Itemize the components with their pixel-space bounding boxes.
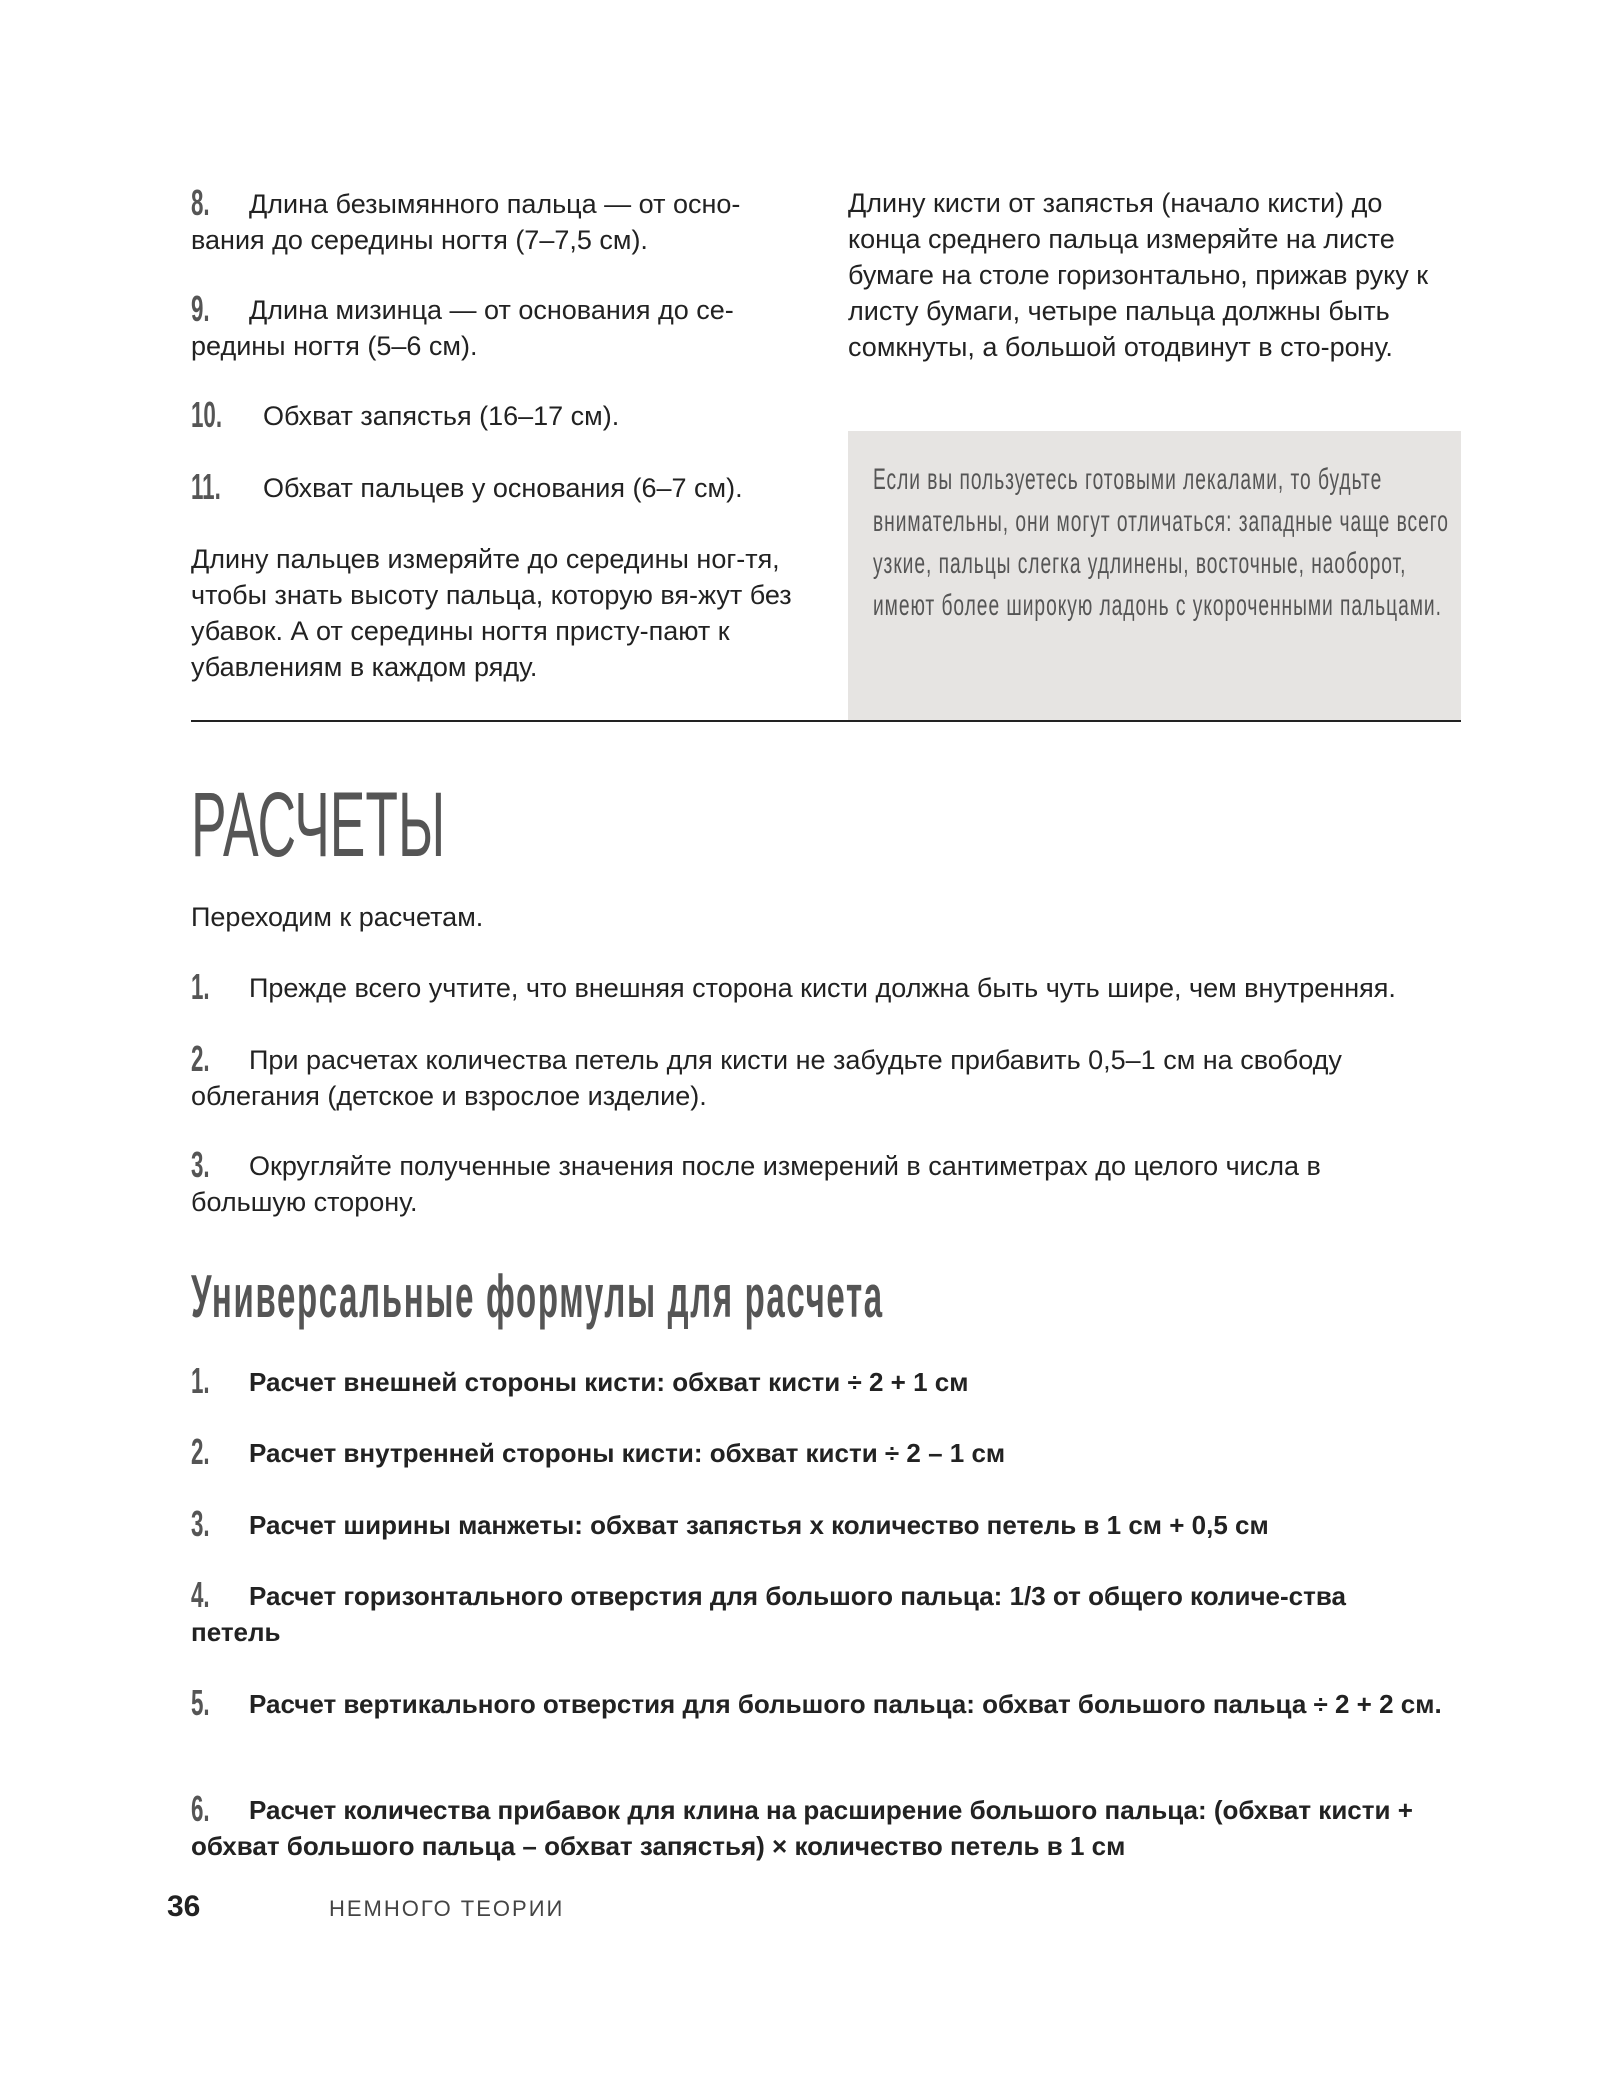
note-box [848, 431, 1461, 721]
paragraph: Длину пальцев измеряйте до середины ног-тя, чтобы знать высоту пальца, которую вя-жут без убавок. А от середины ногтя присту-пают к убавлениям в каждом ряду. [191, 544, 792, 682]
item-number: 1. [191, 1360, 210, 1401]
item-number: 2. [191, 1038, 210, 1079]
list-item [191, 1038, 1466, 1114]
item-text: Обхват пальцев у основания (6–7 см). [263, 473, 743, 503]
note-text: Если вы пользуетесь готовыми лекалами, то будьте внимательны, они могут отличаться: западные чаще всего узкие, пальцы слегка удлинены, восточные, наоборот, имеют более широкую ладонь с укороченными пальцами. [873, 463, 1449, 622]
item-text: Расчет горизонтального отверстия для большого пальца: 1/3 от общего количе-ства петель [191, 1581, 1346, 1647]
formula-item [191, 1431, 1466, 1472]
item-text: Расчет внешней стороны кисти: обхват кисти ÷ 2 + 1 см [249, 1367, 969, 1397]
list-item [191, 288, 801, 364]
list-item [191, 466, 831, 507]
formula-item [191, 1574, 1441, 1650]
list-item [191, 966, 1466, 1007]
list-item [191, 394, 831, 435]
paragraph: Длину кисти от запястья (начало кисти) до конца среднего пальца измеряйте на листе бумаге на столе горизонтально, прижав руку к листу бумаги, четыре пальца должны быть сомкнуты, а большой отодвинут в сто-рону. [848, 188, 1429, 362]
formula-item [191, 1503, 1481, 1544]
item-number: 5. [191, 1682, 210, 1723]
item-text: Длина мизинца — от основания до се-редины ногтя (5–6 см). [191, 295, 734, 361]
item-text: Обхват запястья (16–17 см). [263, 401, 620, 431]
formula-item [191, 1360, 1466, 1401]
item-text: Длина безымянного пальца — от осно-вания до середины ногтя (7–7,5 см). [191, 189, 741, 255]
subsection-title: Универсальные формулы для расчета [191, 1263, 884, 1330]
item-text: Расчет количества прибавок для клина на расширение большого пальца: (обхват кисти + обхват большого пальца – обхват запястья) × количество петель в 1 см [191, 1795, 1413, 1861]
item-number: 11. [191, 466, 221, 507]
item-text: Расчет внутренней стороны кисти: обхват кисти ÷ 2 – 1 см [249, 1438, 1006, 1468]
running-title: НЕМНОГО ТЕОРИИ [329, 1896, 565, 1921]
item-number: 8. [191, 182, 210, 223]
section-intro: Переходим к расчетам. [191, 902, 484, 932]
item-text: Расчет вертикального отверстия для большого пальца: обхват большого пальца ÷ 2 + 2 см. [249, 1689, 1442, 1719]
item-text: При расчетах количества петель для кисти не забудьте прибавить 0,5–1 см на свободу облегания (детское и взрослое изделие). [191, 1045, 1342, 1111]
item-text: Округляйте полученные значения после измерений в сантиметрах до целого числа в большую сторону. [191, 1151, 1321, 1217]
item-number: 6. [191, 1788, 210, 1829]
item-number: 9. [191, 288, 210, 329]
item-number: 1. [191, 966, 210, 1007]
formula-item [191, 1788, 1466, 1864]
item-text: Прежде всего учтите, что внешняя сторона кисти должна быть чуть шире, чем внутренняя. [249, 973, 1396, 1003]
item-number: 10. [191, 394, 223, 435]
item-number: 2. [191, 1431, 210, 1472]
list-item [191, 182, 801, 258]
divider [191, 720, 1461, 722]
item-text: Расчет ширины манжеты: обхват запястья х количество петель в 1 см + 0,5 см [249, 1510, 1269, 1540]
item-number: 4. [191, 1574, 210, 1615]
page-number: 36 [167, 1890, 201, 1923]
formula-item [191, 1682, 1466, 1723]
list-item [191, 1144, 1401, 1220]
item-number: 3. [191, 1503, 210, 1544]
section-title: РАСЧЕТЫ [191, 774, 446, 876]
item-number: 3. [191, 1144, 210, 1185]
